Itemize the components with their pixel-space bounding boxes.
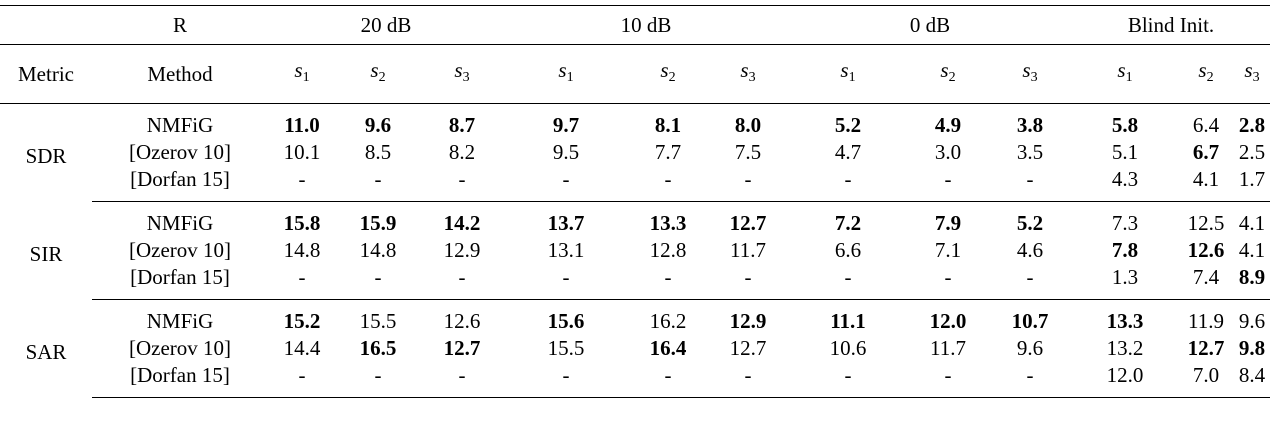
value-cell: 7.0 [1178, 362, 1234, 398]
value-cell: - [908, 264, 988, 300]
value-cell: 1.7 [1234, 166, 1270, 202]
value-cell: - [268, 362, 336, 398]
value-cell: 12.7 [443, 336, 481, 360]
value-cell: - [628, 166, 708, 202]
value-cell: 9.7 [552, 113, 580, 137]
table-row [0, 202, 1270, 238]
source-header: $s_3$ [988, 45, 1072, 104]
method-label: NMFiG [146, 211, 214, 235]
value-cell: 12.6 [443, 309, 481, 333]
value-cell: 8.0 [734, 113, 762, 137]
source-header: $s_2$ [1178, 45, 1234, 104]
value-cell: 4.9 [934, 113, 962, 137]
value-cell: 1.3 [1072, 264, 1178, 300]
value-cell: 12.7 [1187, 336, 1225, 360]
value-cell: 16.5 [359, 336, 397, 360]
value-cell: 7.3 [1111, 211, 1139, 235]
value-cell: - [420, 264, 504, 300]
value-cell: - [788, 362, 908, 398]
value-cell: 13.2 [1106, 336, 1144, 360]
value-cell: 15.8 [283, 211, 321, 235]
value-cell: 15.9 [359, 211, 397, 235]
value-cell: - [336, 166, 420, 202]
value-cell: 7.5 [734, 140, 762, 164]
value-cell: 11.1 [830, 309, 866, 333]
value-cell: - [988, 166, 1072, 202]
value-cell: - [708, 362, 788, 398]
value-cell: 11.0 [284, 113, 320, 137]
value-cell: 8.5 [364, 140, 392, 164]
results-table [0, 5, 1270, 398]
value-cell: 8.9 [1234, 264, 1270, 300]
method-label: [Dorfan 15] [92, 264, 268, 300]
value-cell: 4.1 [1238, 238, 1266, 262]
value-cell: - [336, 362, 420, 398]
condition-header-10db: 10 dB [504, 6, 788, 45]
value-cell: 5.2 [834, 113, 862, 137]
value-cell: - [628, 362, 708, 398]
value-cell: - [788, 264, 908, 300]
source-header: $s_2$ [908, 45, 988, 104]
table-row [0, 237, 1270, 264]
value-cell: 16.4 [649, 336, 687, 360]
value-cell: - [504, 362, 628, 398]
source-header: $s_2$ [336, 45, 420, 104]
table-row [0, 362, 1270, 398]
source-header: $s_3$ [420, 45, 504, 104]
value-cell: 9.8 [1238, 336, 1266, 360]
value-cell: 12.7 [729, 211, 767, 235]
value-cell: 14.4 [283, 336, 321, 360]
value-cell: 14.8 [283, 238, 321, 262]
value-cell: 7.9 [934, 211, 962, 235]
value-cell: 9.5 [552, 140, 580, 164]
value-cell: 13.3 [649, 211, 687, 235]
value-cell: - [708, 166, 788, 202]
condition-header-blind-init: Blind Init. [1072, 6, 1270, 45]
value-cell: 5.1 [1111, 140, 1139, 164]
value-cell: 12.7 [729, 336, 767, 360]
value-cell: 4.3 [1072, 166, 1178, 202]
table-row [0, 139, 1270, 166]
method-label: [Dorfan 15] [92, 166, 268, 202]
value-cell: 12.5 [1187, 211, 1225, 235]
metric-label: SDR [25, 144, 67, 169]
value-cell: 10.6 [829, 336, 867, 360]
value-cell: 11.9 [1188, 309, 1224, 333]
value-cell: 15.5 [359, 309, 397, 333]
value-cell: 2.5 [1238, 140, 1266, 164]
value-cell: - [504, 166, 628, 202]
value-cell: 4.1 [1238, 211, 1266, 235]
condition-header-20db: 20 dB [268, 6, 504, 45]
value-cell: 13.7 [547, 211, 585, 235]
value-cell: 12.0 [1072, 362, 1178, 398]
value-cell: 6.6 [834, 238, 862, 262]
value-cell: 5.2 [1016, 211, 1044, 235]
value-cell: 8.7 [448, 113, 476, 137]
value-cell: 7.7 [654, 140, 682, 164]
value-cell: 3.8 [1016, 113, 1044, 137]
header-r-label: R [92, 6, 268, 45]
metric-label: SIR [29, 242, 63, 266]
value-cell: 7.1 [934, 238, 962, 262]
value-cell: 9.6 [1238, 309, 1266, 333]
value-cell: - [420, 166, 504, 202]
value-cell: 2.8 [1238, 113, 1266, 137]
table-row [0, 300, 1270, 336]
source-header: $s_1$ [504, 45, 628, 104]
method-label: [Ozerov 10] [128, 238, 232, 262]
value-cell: 14.2 [443, 211, 481, 235]
value-cell: 8.4 [1234, 362, 1270, 398]
value-cell: 10.1 [283, 140, 321, 164]
value-cell: - [988, 264, 1072, 300]
value-cell: 4.6 [1016, 238, 1044, 262]
value-cell: 5.8 [1111, 113, 1139, 137]
value-cell: - [708, 264, 788, 300]
value-cell: 3.5 [1016, 140, 1044, 164]
value-cell: - [268, 166, 336, 202]
value-cell: 8.2 [448, 140, 476, 164]
value-cell: 4.7 [834, 140, 862, 164]
value-cell: - [908, 362, 988, 398]
source-header: $s_3$ [1234, 45, 1270, 104]
value-cell: 11.7 [730, 238, 766, 262]
value-cell: 12.6 [1187, 238, 1225, 262]
value-cell: 15.6 [547, 309, 585, 333]
value-cell: 6.7 [1192, 140, 1220, 164]
value-cell: 9.6 [1016, 336, 1044, 360]
value-cell: 15.2 [283, 309, 321, 333]
value-cell: - [420, 362, 504, 398]
method-label: [Ozerov 10] [128, 336, 232, 360]
value-cell: - [628, 264, 708, 300]
metric-label: SAR [25, 340, 67, 364]
value-cell: 16.2 [649, 309, 687, 333]
table-row [0, 104, 1270, 140]
table-row [0, 335, 1270, 362]
value-cell: 13.3 [1106, 309, 1144, 333]
value-cell: - [988, 362, 1072, 398]
source-header: $s_2$ [628, 45, 708, 104]
value-cell: 7.2 [834, 211, 862, 235]
value-cell: 6.4 [1192, 113, 1220, 137]
value-cell: 12.9 [443, 238, 481, 262]
source-header: $s_1$ [788, 45, 908, 104]
method-column-header: Method [92, 45, 268, 104]
header-empty-cell [0, 6, 92, 45]
value-cell: - [908, 166, 988, 202]
value-cell: 10.7 [1011, 309, 1049, 333]
value-cell: 7.8 [1111, 238, 1139, 262]
source-header: $s_3$ [708, 45, 788, 104]
source-header: $s_1$ [268, 45, 336, 104]
value-cell: - [788, 166, 908, 202]
value-cell: - [336, 264, 420, 300]
value-cell: - [504, 264, 628, 300]
metric-column-header: Metric [0, 45, 92, 104]
value-cell: 14.8 [359, 238, 397, 262]
value-cell: 12.9 [729, 309, 767, 333]
value-cell: 15.5 [547, 336, 585, 360]
value-cell: - [268, 264, 336, 300]
table-row [0, 264, 1270, 300]
value-cell: 12.8 [649, 238, 687, 262]
condition-header-0db: 0 dB [788, 6, 1072, 45]
value-cell: 11.7 [930, 336, 966, 360]
value-cell: 4.1 [1178, 166, 1234, 202]
method-label: NMFiG [146, 113, 214, 137]
method-label: [Dorfan 15] [92, 362, 268, 398]
value-cell: 3.0 [934, 140, 962, 164]
table-row [0, 166, 1270, 202]
header-row-columns [0, 45, 1270, 104]
source-header: $s_1$ [1072, 45, 1178, 104]
value-cell: 13.1 [547, 238, 585, 262]
method-label: NMFiG [146, 309, 214, 333]
value-cell: 7.4 [1178, 264, 1234, 300]
value-cell: 12.0 [929, 309, 967, 333]
method-label: [Ozerov 10] [128, 140, 232, 164]
header-row-conditions [0, 6, 1270, 45]
value-cell: 9.6 [364, 113, 392, 137]
value-cell: 8.1 [654, 113, 682, 137]
